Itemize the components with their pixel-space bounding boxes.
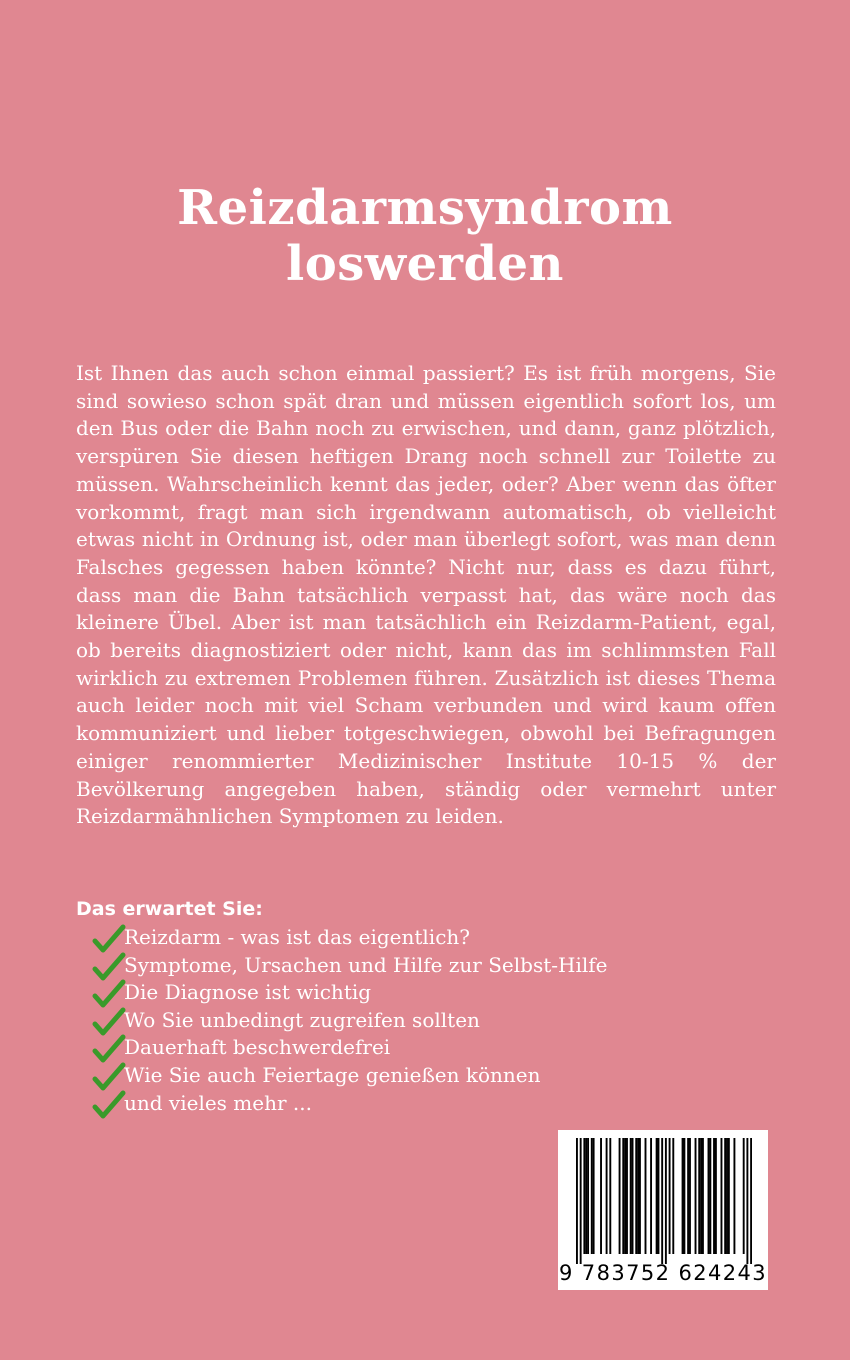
feature-label: und vieles mehr ... [124, 1090, 312, 1115]
barcode-bar [658, 1138, 660, 1254]
barcode-icon [576, 1138, 752, 1264]
barcode-bar [587, 1138, 589, 1254]
barcode-bar [746, 1138, 748, 1264]
barcode-bar [630, 1138, 632, 1254]
feature-label: Symptome, Ursachen und Hilfe zur Selbst-Hilfe [124, 952, 608, 977]
feature-item [76, 924, 576, 952]
barcode-bar [683, 1138, 685, 1254]
barcode-bar [665, 1138, 667, 1264]
check-icon [92, 1090, 126, 1120]
barcode-bar [721, 1138, 723, 1254]
barcode-bar [726, 1138, 728, 1254]
barcode-bar [700, 1138, 702, 1254]
feature-item [76, 1090, 576, 1118]
check-icon [92, 1034, 126, 1064]
book-title-line-1: Reizdarmsyndrom [177, 180, 673, 237]
barcode-bar [687, 1138, 689, 1254]
barcode-bar [669, 1138, 671, 1254]
barcode-bar [672, 1138, 674, 1254]
check-icon [92, 924, 126, 954]
features-list [76, 924, 608, 1117]
barcode-bar [637, 1138, 639, 1254]
barcode-bar [682, 1138, 684, 1254]
check-icon [92, 1062, 126, 1092]
feature-item [76, 952, 608, 980]
barcode-bar [650, 1138, 652, 1254]
barcode-bar [580, 1138, 582, 1264]
barcode-bar [619, 1138, 621, 1254]
feature-item [76, 1007, 576, 1035]
barcode-bar [593, 1138, 595, 1254]
barcode-bar [583, 1138, 585, 1254]
barcode-bar [639, 1138, 641, 1254]
barcode-bar [609, 1138, 611, 1254]
check-icon [92, 979, 126, 1009]
book-title [0, 180, 850, 292]
blurb-text: Ist Ihnen das auch schon einmal passiert? Es ist früh morgens, Sie sind sowieso schon spät dran und müssen eigentlich sofort los, um den Bus oder die Bahn noch zu erwischen, und dann, ganz plötzlich, verspüren Sie diesen heftigen Drang noch schnell zur Toilette zu müssen. Wahrscheinlich kennt das jeder, oder? Aber wenn das öfter vorkommt, fragt man sich irgendwann automatisch, ob vielleicht etwas nicht in Ordnung ist, oder man überlegt sofort, was man denn Falsches gegessen haben könnte? Nicht nur, dass es dazu führt, dass man die Bahn tatsächlich verpasst hat, das wäre noch das kleinere Übel. Aber ist man tatsächlich ein Reizdarm-Patient, egal, ob bereits diagnostiziert oder nicht, kann das im schlimmsten Fall wirklich zu extremen Problemen führen. Zusätzlich ist dieses Thema auch leider noch mit viel Scham verbunden und wird kaum offen kommuniziert und lieber totgeschwiegen, obwohl bei Befragungen einiger renommierter Medizinischer Institute 10-15 % der Bevölkerung angegeben haben, ständig oder vermehrt unter Reizdarmähnlichen Symptomen zu leiden. [76, 361, 776, 829]
check-icon [92, 1007, 126, 1037]
barcode-bar [645, 1138, 647, 1254]
barcode-bar [622, 1138, 624, 1254]
book-title-line-2: loswerden [286, 236, 564, 293]
barcode-bar [709, 1138, 711, 1254]
barcode-bar [624, 1138, 626, 1254]
feature-item [76, 979, 576, 1007]
barcode-bar [708, 1138, 710, 1254]
barcode-bar [743, 1138, 745, 1254]
feature-item [76, 1034, 576, 1062]
barcode-bar [715, 1138, 717, 1254]
barcode-bar [635, 1138, 637, 1254]
barcode-bar [702, 1138, 704, 1254]
barcode-bar [750, 1138, 752, 1264]
feature-item [76, 1062, 576, 1090]
barcode-bar [733, 1138, 735, 1254]
barcode-bar [591, 1138, 593, 1254]
barcode-bar [728, 1138, 730, 1254]
barcode-bar [606, 1138, 608, 1254]
feature-label: Wie Sie auch Feiertage genießen können [124, 1062, 541, 1087]
feature-label: Dauerhaft beschwerdefrei [124, 1035, 391, 1060]
feature-label: Die Diagnose ist wichtig [124, 980, 372, 1005]
barcode-bar [656, 1138, 658, 1254]
feature-label: Wo Sie unbedingt zugreifen sollten [124, 1007, 480, 1032]
barcode-bar [689, 1138, 691, 1254]
barcode-bar [585, 1138, 587, 1254]
barcode-bar [698, 1138, 700, 1254]
features-section [76, 896, 608, 1117]
barcode-bar [724, 1138, 726, 1254]
feature-label: Reizdarm - was ist das eigentlich? [124, 925, 471, 949]
features-heading: Das erwartet Sie: [76, 898, 263, 920]
barcode-bar [632, 1138, 634, 1254]
barcode-bar [661, 1138, 663, 1264]
barcode-bar [695, 1138, 697, 1254]
isbn-number: 9 783752 624243 [558, 1261, 768, 1285]
check-icon [92, 952, 126, 982]
barcode-bar [600, 1138, 602, 1254]
barcode-bar [576, 1138, 578, 1264]
barcode-bar [626, 1138, 628, 1254]
barcode-bar [713, 1138, 715, 1254]
barcode-panel [558, 1130, 768, 1290]
